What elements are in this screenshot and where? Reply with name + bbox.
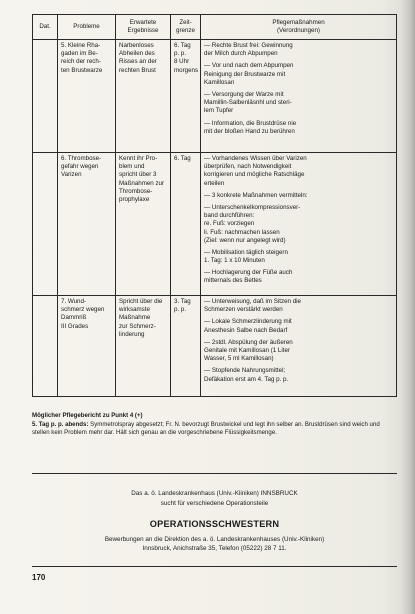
cell-dat [33,296,58,397]
measure-item: — Rechte Brust frei: Gewinnung der Milch durch Abpumpen [204,42,293,58]
measure-item: — 3 konkrete Maßnahmen vermitteln: [204,191,308,199]
cell-zeitgrenze: 6. Tag p. p. 8 Uhr morgens [171,40,201,153]
table-row [33,153,397,296]
cell-ergebnis: Spricht über die wirksamste Maßnahme zur Schmerz- linderung [116,296,171,397]
measure-item: — Mobilisation täglich steigern 1. Tag: 1 x 10 Minuten [204,248,288,265]
measure-item: — 2stdl. Abspülung der äußeren Genitale mit Kamillosan (1 Liter Wasser, 5 ml Kamillosan) [204,338,293,363]
measure-item: — Versorgung der Warze mit Mamillin-Salbenläsnhl und steri- lem Tupfer [204,90,292,115]
measure-item: — Hochlagerung der Füße auch mitternals des Bettes [204,269,293,285]
measure-item: — Vorhandenes Wissen über Varizen überprüfen, nach Notwendigkeit korrigieren und mögliche Ratschläge erteilen [204,155,307,187]
cell-ergebnis: Narbenloses Abheilen des Risses an der rechten Brust [116,40,171,153]
cell-massnahmen [201,296,397,397]
page-edge-shadow [401,0,415,614]
cell-massnahmen [201,153,397,296]
cell-dat [33,40,58,153]
cell-massnahmen [201,40,397,153]
cell-zeitgrenze: 6. Tag [171,153,201,296]
measure-item: — Vor und nach dem Abpumpen Reinigung der Brustwarze mit Kamillosan [204,62,294,86]
ad-headline: OPERATIONSSCHWESTERN [149,519,280,529]
ad-application-line: Bewerbungen an die Direktion des a. ö. Landeskrankenhauses (Univ.-Kliniken) [104,536,325,543]
page-number: 170 [32,573,46,582]
cell-dat [33,153,58,296]
table-row [33,296,397,397]
ad-address-line: Innsbruck, Anichstraße 35, Telefon (05222) 28 7 11. [142,545,287,552]
measure-item: — Lokale Schmerzlinderung mit Anesthesin Salbe nach Bedarf [204,318,292,334]
cell-problem: 7. Wund- schmerz wegen Dammriß III Grades [58,296,116,397]
cell-ergebnis: Kennt ihr Pro- blem und spricht über 3 Maßnahmen zur Thrombose- prophylaxe [116,153,171,296]
table-row [33,40,397,153]
header-pflegemassnahmen: Pflegemaßnahmen (Verordnungen) [201,15,397,40]
notes-entry-text: Symmetrolspray abgesetzt; Fr. N. bevorzugt Brustwickel und legt ihn selber an. Brustdrüsen sind weich und stellen kein Problem mehr dar. Hält sich genau an die vorgeschriebene Flüssigkeitsmenge. [32,421,380,437]
header-ergebnisse: Erwartete Ergebnisse [116,15,171,40]
cell-problem: 5. Kleine Rha- gaden im Be- reich der rech- ten Brustwarze [58,40,116,153]
measure-item: — Information, die Brustdrüse nie mit der bloßen Hand zu berühren [204,119,297,135]
nursing-report-notes [32,412,397,439]
ad-subline: sucht für verschiedene Operationsteile [160,500,269,507]
header-zeitgrenze: Zeit- grenze [171,15,201,40]
header-dat: Dat. [33,15,58,40]
measure-item: — Stopfende Nahrungsmittel; Defäkation erst am 4. Tag p. p. [204,367,289,383]
care-plan-table [32,14,397,397]
cell-zeitgrenze: 3. Tag p. p. [171,296,201,397]
measure-item: — Unterweisung, daß im Sitzen die Schmerzen verstärkt werden [204,298,301,314]
notes-entry [32,421,397,437]
notes-heading: Möglicher Pflegebericht zu Punkt 4 (+) [32,412,143,419]
measure-item: — Unterschenkelkompressionsver- band durchführen: re. Fuß: vorziegen li. Fuß: nachmachen lassen (Ziel: wenn nur angelegt wird) [204,203,301,244]
header-probleme: Probleme [58,15,116,40]
job-advertisement [32,473,397,567]
ad-employer: Das a. ö. Landeskrankenhaus (Univ.-Kliniken) INNSBRUCK [131,490,298,497]
table-header-row [33,15,397,40]
notes-entry-date: 5. Tag p. p. abends: [32,421,89,429]
cell-problem: 6. Thrombose- gefahr wegen Varizen [58,153,116,296]
